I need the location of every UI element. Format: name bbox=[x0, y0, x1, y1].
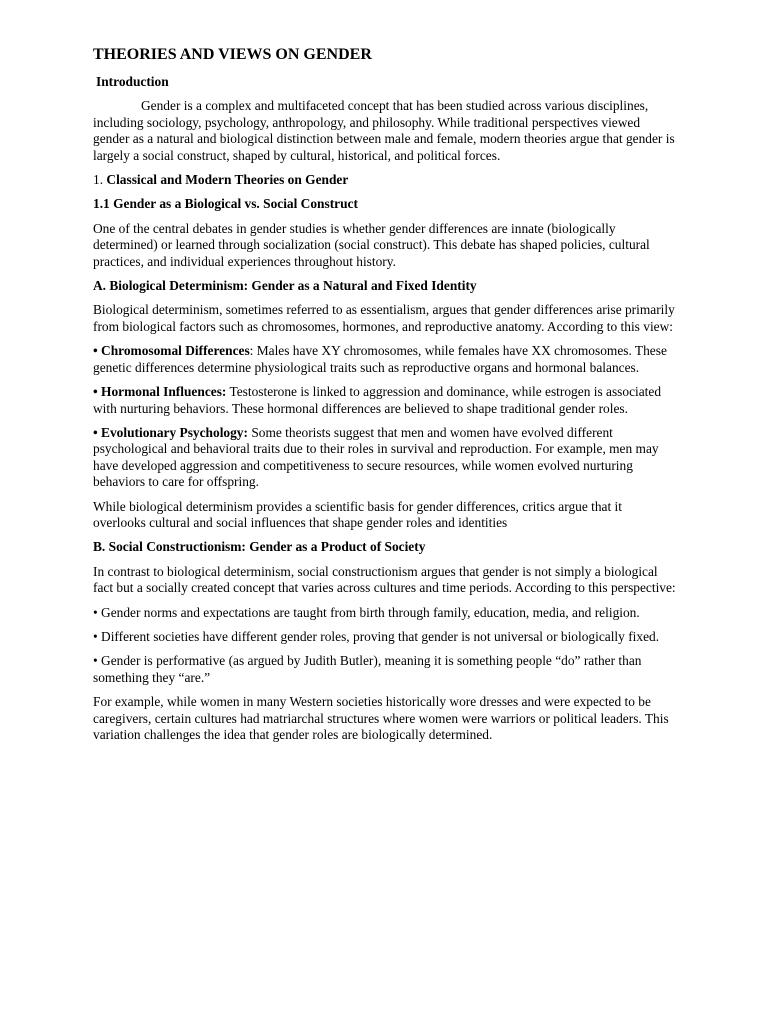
section-1-title: Classical and Modern Theories on Gender bbox=[106, 172, 349, 188]
section-b-bullet: • Different societies have different gender roles, proving that gender is not universal or biologically fixed. bbox=[93, 628, 660, 644]
bullet-lead: • Chromosomal Differences bbox=[93, 343, 250, 359]
section-1-number: 1. bbox=[93, 172, 104, 188]
section-1-1-heading: 1.1 Gender as a Biological vs. Social Construct bbox=[93, 196, 358, 212]
bullet-lead: • Evolutionary Psychology: bbox=[93, 424, 248, 440]
section-a-heading: A. Biological Determinism: Gender as a Natural and Fixed Identity bbox=[93, 278, 477, 294]
section-b-heading: B. Social Constructionism: Gender as a Product of Society bbox=[93, 539, 426, 555]
section-b-example: For example, while women in many Western societies historically wore dresses and were expected to be caregivers, certain cultures had matriarchal structures where women were warriors or political leaders. This variation challenges the idea that gender roles are biologically determined. bbox=[93, 694, 669, 742]
document-title: THEORIES AND VIEWS ON GENDER bbox=[93, 46, 372, 63]
introduction-heading: Introduction bbox=[96, 74, 169, 89]
section-a-bullet bbox=[93, 384, 677, 417]
introduction-paragraph: Gender is a complex and multifaceted concept that has been studied across various disciplines, including sociology, psychology, anthropology, and philosophy. While traditional perspectives viewed gender as a natural and biological distinction between male and female, modern theories argue that gender is largely a social construct, shaped by cultural, historical, and political forces. bbox=[93, 98, 675, 163]
bullet-text: Some theorists suggest that men and women have evolved different psychological and behavioral traits due to their roles in survival and reproduction. For example, men may have developed aggression and competitiveness to secure resources, while women evolved nurturing behaviors to care for offspring. bbox=[93, 424, 659, 490]
section-a-closing: While biological determinism provides a scientific basis for gender differences, critics argue that it overlooks cultural and social influences that shape gender roles and identities bbox=[93, 498, 623, 530]
section-b-paragraph: In contrast to biological determinism, social constructionism argues that gender is not simply a biological fact but a socially created concept that varies across cultures and time periods. According to this perspective: bbox=[93, 563, 676, 596]
document-page bbox=[93, 45, 677, 751]
section-a-bullet bbox=[93, 425, 677, 491]
bullet-lead: • Hormonal Influences: bbox=[93, 384, 227, 400]
section-a-paragraph: Biological determinism, sometimes referred to as essentialism, argues that gender differences arise primarily from biological factors such as chromosomes, hormones, and reproductive anatomy. According to this view: bbox=[93, 302, 675, 334]
bullet-text: : Males have XY chromosomes, while females have XX chromosomes. These genetic differences determine physiological traits such as reproductive organs and hormonal balances. bbox=[93, 343, 667, 375]
section-a-bullet bbox=[93, 343, 677, 376]
section-b-bullet: • Gender norms and expectations are taught from birth through family, education, media, and religion. bbox=[93, 604, 640, 620]
section-1-heading bbox=[93, 172, 677, 188]
bullet-text: Testosterone is linked to aggression and dominance, while estrogen is associated with nurturing behaviors. These hormonal differences are believed to shape traditional gender roles. bbox=[93, 384, 662, 416]
section-b-bullet: • Gender is performative (as argued by Judith Butler), meaning it is something people “do” rather than something they “are.” bbox=[93, 653, 642, 685]
section-1-1-paragraph: One of the central debates in gender studies is whether gender differences are innate (biologically determined) or learned through socialization (social construct). This debate has shaped policies, cultural practices, and individual experiences throughout history. bbox=[93, 220, 650, 269]
